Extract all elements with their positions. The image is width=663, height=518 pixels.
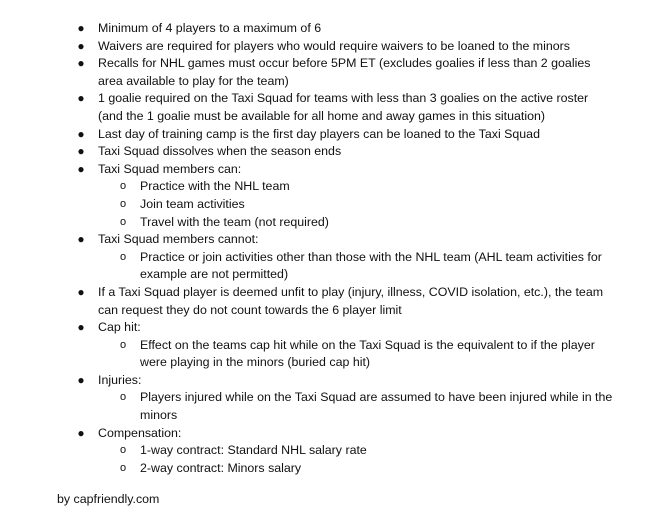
list-item: [0, 38, 663, 56]
list-item-text: Injuries:: [98, 372, 142, 387]
list-item: [0, 319, 663, 337]
circle-bullet-icon: o: [119, 391, 127, 404]
list-item-text: 1 goalie required on the Taxi Squad for teams with less than 3 goalies on the active roster (and the 1 goalie must be available for all home and away games in this situation): [98, 91, 589, 123]
sub-list-item-text: Practice or join activities other than those with the NHL team (AHL team activities for example are not permitted): [140, 249, 602, 282]
sub-list-item: [0, 389, 663, 424]
sub-list-item: [0, 178, 663, 196]
bullet-icon: ●: [77, 144, 85, 159]
list-item: [0, 55, 663, 90]
list-item: [0, 90, 663, 125]
list-item: [0, 20, 663, 38]
list-item: [0, 372, 663, 390]
bullet-icon: ●: [77, 161, 85, 176]
sub-list-item: [0, 460, 663, 478]
sub-list-item-text: Practice with the NHL team: [140, 179, 290, 194]
list-item-text: Taxi Squad dissolves when the season ends: [98, 144, 342, 159]
list-item-text: If a Taxi Squad player is deemed unfit to play (injury, illness, COVID isolation, etc.), the team can request they do not count towards the 6 player limit: [98, 284, 604, 317]
bullet-icon: ●: [77, 91, 85, 106]
list-item: [0, 284, 663, 319]
bullet-icon: ●: [77, 284, 85, 299]
sub-list-item: [0, 214, 663, 232]
list-item: [0, 161, 663, 179]
list-item-text: Recalls for NHL games must occur before 5PM ET (excludes goalies if less than 2 goalies area available to play for the team): [98, 56, 591, 88]
list-item-text: Last day of training camp is the first day players can be loaned to the Taxi Squad: [98, 126, 540, 141]
bullet-icon: ●: [77, 21, 85, 35]
bullet-icon: ●: [77, 425, 85, 440]
sub-list-item: [0, 337, 663, 372]
list-item: [0, 143, 663, 161]
sub-list-item-text: Travel with the team (not required): [140, 214, 329, 229]
sub-list-item-text: Players injured while on the Taxi Squad are assumed to have been injured while in the minors: [140, 390, 613, 423]
list-item-text: Minimum of 4 players to a maximum of 6: [98, 21, 322, 35]
list-item: [0, 231, 663, 249]
sub-list-item-text: Join team activities: [140, 196, 245, 211]
list-item-text: Taxi Squad members can:: [98, 161, 242, 176]
bullet-icon: ●: [77, 372, 85, 387]
sub-list-item: [0, 442, 663, 460]
rules-document: [0, 20, 663, 477]
bullet-icon: ●: [77, 126, 85, 141]
bullet-icon: ●: [77, 56, 85, 71]
list-item: [0, 126, 663, 144]
list-item-text: Taxi Squad members cannot:: [98, 232, 259, 247]
circle-bullet-icon: o: [119, 444, 127, 457]
circle-bullet-icon: o: [119, 461, 127, 474]
list-item-text: Cap hit:: [98, 320, 141, 335]
circle-bullet-icon: o: [119, 250, 127, 263]
list-item-text: Waivers are required for players who would require waivers to be loaned to the minors: [98, 38, 570, 53]
circle-bullet-icon: o: [119, 215, 127, 228]
bullet-icon: ●: [77, 320, 85, 335]
circle-bullet-icon: o: [119, 197, 127, 210]
list-item-text: Compensation:: [98, 425, 182, 440]
sub-list-item: [0, 249, 663, 284]
sub-list-item-text: 2-way contract: Minors salary: [140, 460, 302, 475]
sub-list-item-text: Effect on the teams cap hit while on the Taxi Squad is the equivalent to if the player were playing in the minors (buried cap hit): [140, 337, 595, 370]
circle-bullet-icon: o: [119, 180, 127, 193]
circle-bullet-icon: o: [119, 338, 127, 351]
sub-list-item: [0, 196, 663, 214]
source-credit: by capfriendly.com: [57, 492, 160, 506]
bullet-icon: ●: [77, 38, 85, 53]
sub-list-item-text: 1-way contract: Standard NHL salary rate: [140, 443, 367, 458]
list-item: [0, 425, 663, 443]
bullet-icon: ●: [77, 232, 85, 247]
